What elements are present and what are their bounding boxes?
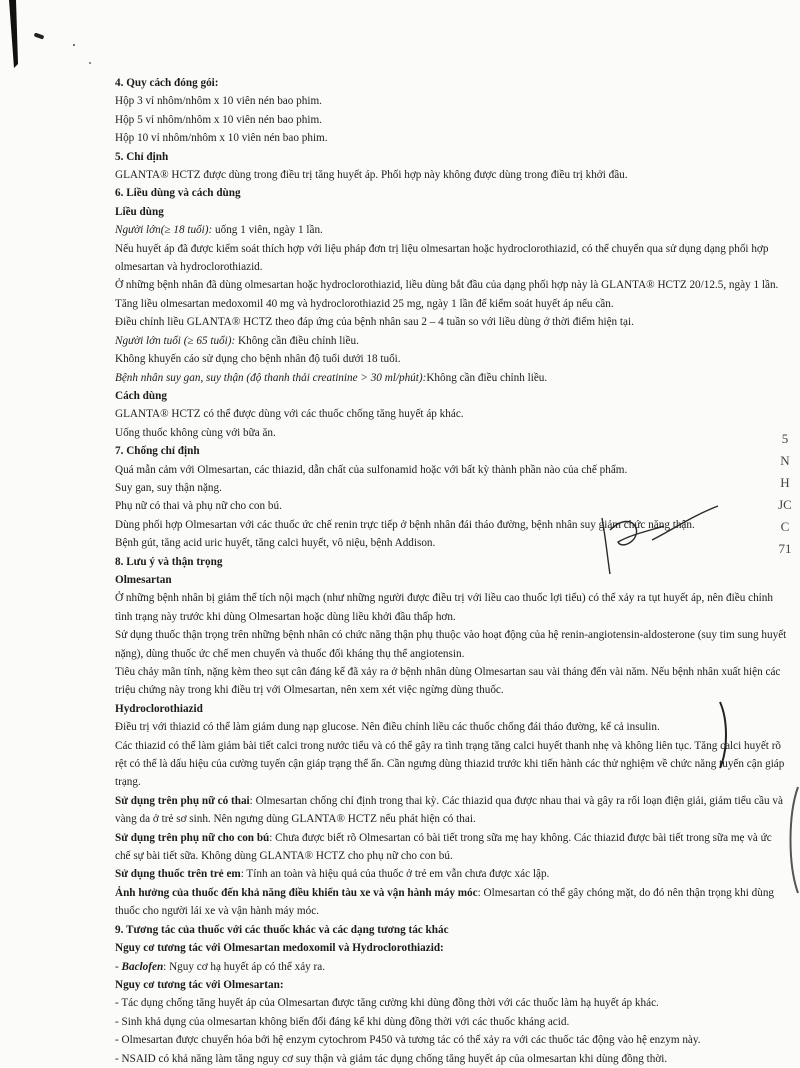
pen-mark [786, 785, 800, 895]
bleed-glyph: 71 [778, 541, 792, 556]
paragraph: Uống thuốc không cùng với bữa ăn. [115, 426, 276, 439]
bold-label: Baclofen [121, 960, 164, 973]
list-item [115, 1050, 787, 1068]
section-heading: 6. Liều dùng và cách dùng [115, 187, 241, 200]
section-heading: Cách dùng [115, 389, 167, 402]
paragraph: Hộp 3 vỉ nhôm/nhôm x 10 viên nén bao phim. [115, 95, 322, 108]
bleed-glyph: N [780, 453, 790, 468]
list-item-text: NSAID có khả năng làm tăng nguy cơ suy thận và giảm tác dụng chống tăng huyết áp của olmesartan khi dùng đồng thời. [121, 1052, 668, 1065]
bleed-glyph: H [780, 475, 790, 490]
paragraph: Tiêu chảy mãn tính, nặng kèm theo sụt cân đáng kể đã xảy ra ở bệnh nhân dùng Olmesartan sau vài tháng đến vài năm. Nếu bệnh nhân xuất hiện các triệu chứng này trong khi điều trị với Olmesartan, nên xem xét việc ngừng dùng thuốc. [115, 666, 781, 697]
paragraph: Dùng phối hợp Olmesartan với các thuốc ức chế renin trực tiếp ở bệnh nhân đái tháo đường, bệnh nhân suy giảm chức năng thận. [115, 518, 695, 531]
section-heading: Nguy cơ tương tác với Olmesartan medoxomil và Hydroclorothiazid: [115, 942, 444, 955]
list-item [115, 1031, 787, 1049]
document-body [115, 74, 787, 1068]
bold-label: Sử dụng thuốc trên trẻ em [115, 868, 241, 881]
section-heading: 5. Chỉ định [115, 150, 169, 163]
paragraph [115, 221, 787, 239]
section-heading: Hydroclorothiazid [115, 702, 203, 715]
section-heading: Olmesartan [115, 573, 172, 586]
paragraph: Nếu huyết áp đã được kiểm soát thích hợp với liệu pháp đơn trị liệu olmesartan hoặc hydroclorothiazid, có thể chuyển qua sử dụng dạng phối hợp olmesartan và hydroclorothiazid. [115, 242, 769, 274]
paragraph: Các thiazid có thể làm giảm bài tiết calci trong nước tiểu và có thể gây ra tình trạng tăng calci huyết thanh nhẹ và không liên tục. Tăng calci huyết rõ rệt có thể là dấu hiệu của cường tuyến cận giáp trạng thể ẩn. Cần ngưng dùng thiazid trước khi tiến hành các thử nghiệm về chức năng tuyến cận giáp trạng. [115, 739, 785, 789]
bleed-glyph: C [780, 519, 790, 534]
paragraph: Ở những bệnh nhân bị giảm thể tích nội mạch (như những người được điều trị với liều cao thuốc lợi tiểu) có thể xảy ra tụt huyết áp, nên điều chỉnh tình trạng này trước khi dùng Olmesartan hoặc dùng liều khởi đầu thấp hơn. [115, 592, 773, 623]
paragraph [115, 884, 787, 921]
paragraph: Tăng liều olmesartan medoxomil 40 mg và hydroclorothiazid 25 mg, ngày 1 lần để kiểm soát huyết áp nếu cần. [115, 297, 614, 310]
list-item-text: Tác dụng chống tăng huyết áp của Olmesartan được tăng cường khi dùng đồng thời với các thuốc làm hạ huyết áp khác. [121, 997, 659, 1010]
italic-label: Người lớn(≥ 18 tuổi): [115, 224, 213, 237]
section-heading: 4. Quy cách đóng gói: [115, 77, 219, 89]
bleed-glyph: 5 [781, 431, 789, 446]
list-item-text: Olmesartan được chuyển hóa bởi hệ enzym cytochrom P450 và tương tác có thể xảy ra với các thuốc tác động vào hệ enzym này. [121, 1034, 701, 1047]
paragraph-text: uống 1 viên, ngày 1 lần. [212, 224, 323, 237]
paragraph: GLANTA® HCTZ có thể được dùng với các thuốc chống tăng huyết áp khác. [115, 408, 464, 421]
paragraph-text: Không cần điều chỉnh liều. [235, 334, 359, 347]
scan-speck [73, 44, 75, 46]
bold-label: Ảnh hưởng của thuốc đến khả năng điều khiển tàu xe và vận hành máy móc [115, 886, 478, 899]
paragraph-text: : Olmesartan có thể gây chóng mặt, do đó nên thận trọng khi dùng thuốc cho người lái xe và vận hành máy móc. [115, 886, 775, 918]
scan-speck [89, 62, 91, 64]
section-heading: Nguy cơ tương tác với Olmesartan: [115, 978, 284, 991]
italic-label: Người lớn tuổi (≥ 65 tuổi): [115, 334, 236, 347]
list-item [115, 994, 787, 1012]
paragraph: Hộp 10 vỉ nhôm/nhôm x 10 viên nén bao phim. [115, 132, 328, 145]
paragraph: Bệnh gút, tăng acid uric huyết, tăng calci huyết, vô niệu, bệnh Addison. [115, 537, 436, 550]
paragraph [115, 332, 787, 350]
paragraph: Không khuyến cáo sử dụng cho bệnh nhân độ tuổi dưới 18 tuổi. [115, 353, 401, 366]
paragraph [115, 829, 787, 866]
section-heading: 7. Chống chỉ định [115, 445, 200, 458]
list-item-text: : Nguy cơ hạ huyết áp có thể xảy ra. [163, 960, 326, 973]
scan-speck [34, 32, 45, 39]
paragraph: Quá mẫn cảm với Olmesartan, các thiazid, dẫn chất của sulfonamid hoặc với bất kỳ thành phần nào của chế phẩm. [115, 463, 628, 476]
list-item [115, 1013, 787, 1031]
section-heading: 9. Tương tác của thuốc với các thuốc khác và các dạng tương tác khác [115, 923, 449, 936]
paragraph-text: : Chưa được biết rõ Olmesartan có bài tiết trong sữa mẹ hay không. Các thiazid được bài tiết trong sữa mẹ và ức chế sự bài tiết sữa. Không dùng GLANTA® HCTZ cho phụ nữ cho con bú. [115, 831, 772, 863]
paragraph-text: : Olmesartan chống chỉ định trong thai kỳ. Các thiazid qua được nhau thai và gây ra rối loạn điện giải, giảm tiểu cầu và vàng da ở trẻ sơ sinh. Nên ngưng dùng GLANTA® HCTZ nếu phát hiện có thai. [115, 794, 783, 826]
list-item-text: Sinh khả dụng của olmesartan không biến đổi đáng kể khi dùng đồng thời với các thuốc kháng acid. [121, 1015, 570, 1028]
paragraph [115, 865, 787, 883]
paragraph: Suy gan, suy thận nặng. [115, 481, 222, 494]
paragraph-text: : Tính an toàn và hiệu quả của thuốc ở trẻ em vẫn chưa được xác lập. [240, 868, 550, 881]
paragraph-text: Không cần điều chỉnh liều. [426, 371, 548, 384]
bold-label: Sử dụng trên phụ nữ cho con bú [115, 831, 270, 844]
bold-label: Sử dụng trên phụ nữ có thai [115, 794, 250, 807]
paragraph: GLANTA® HCTZ được dùng trong điều trị tăng huyết áp. Phối hợp này không được dùng trong điều trị khởi đầu. [115, 169, 628, 182]
section-heading: 8. Lưu ý và thận trọng [115, 555, 223, 568]
paragraph: Phụ nữ có thai và phụ nữ cho con bú. [115, 500, 282, 513]
bleed-glyph: JC [778, 497, 792, 512]
paragraph: Sử dụng thuốc thận trọng trên những bệnh nhân có chức năng thận phụ thuộc vào hoạt động của hệ renin-angiotensin-aldosterone (suy tim sung huyết nặng), dùng thuốc ức chế men chuyển và thuốc đối kháng thụ thể angiotensin. [115, 629, 787, 660]
section-heading: Liều dùng [115, 205, 164, 218]
paragraph: Điều trị với thiazid có thể làm giảm dung nạp glucose. Nên điều chỉnh liều các thuốc chống đái tháo đường, kể cả insulin. [115, 721, 660, 734]
italic-label: Bệnh nhân suy gan, suy thận (độ thanh thải creatinine > 30 ml/phút): [115, 371, 427, 384]
paragraph: Điều chỉnh liều GLANTA® HCTZ theo đáp ứng của bệnh nhân sau 2 – 4 tuần so với liều dùng ở thời điểm hiện tại. [115, 316, 634, 329]
paragraph [115, 369, 787, 387]
scan-streak [6, 0, 20, 70]
paragraph: Ở những bệnh nhân đã dùng olmesartan hoặc hydroclorothiazid, liều dùng bắt đầu của dạng phối hợp này là GLANTA® HCTZ 20/12.5, ngày 1 lần. [115, 279, 779, 292]
list-item [115, 958, 787, 976]
paragraph: Hộp 5 vỉ nhôm/nhôm x 10 viên nén bao phim. [115, 113, 322, 126]
paragraph [115, 792, 787, 829]
